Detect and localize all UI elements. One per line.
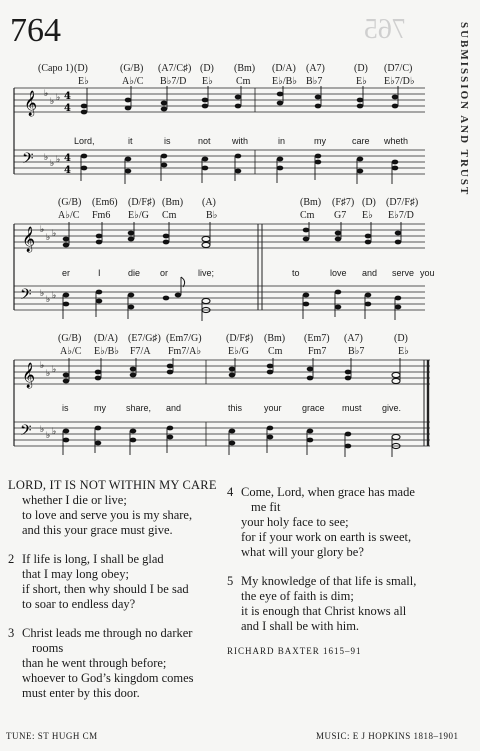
key-chord: E♭/G — [128, 210, 149, 221]
verse-line: If life is long, I shall be glad — [22, 552, 164, 566]
key-chord: Cm — [162, 210, 177, 221]
guitar-chord: (D7/F♯) — [386, 197, 419, 208]
lyric-syllable: to — [292, 268, 300, 278]
verse-line: your holy face to see; — [241, 515, 349, 529]
key-signature-icon — [40, 225, 56, 305]
lyric-syllable: I — [98, 268, 101, 278]
guitar-chord: (D) — [362, 197, 376, 208]
verse-line: must enter by this door. — [22, 686, 140, 700]
guitar-chord: (F♯7) — [332, 197, 355, 208]
verse-line: the eye of faith is dim; — [241, 589, 354, 603]
key-chord: B♭ — [206, 210, 218, 221]
verse-line: for if your work on earth is sweet, — [241, 530, 412, 544]
key-chord: E♭/B♭ — [94, 346, 119, 357]
guitar-chord: (Bm) — [234, 63, 256, 74]
section-label: SUBMISSION AND TRUST — [458, 22, 470, 197]
lyric-syllable: or — [160, 268, 169, 278]
lyric-syllable: share, — [126, 403, 152, 413]
guitar-chord: (Em7/G) — [166, 333, 202, 344]
lyric-syllable: is — [164, 136, 171, 146]
key-chords-row-2 — [58, 210, 418, 222]
guitar-chord: (A7) — [344, 333, 363, 344]
key-chord: E♭ — [78, 76, 89, 87]
key-chord: Cm — [236, 76, 251, 87]
lyric-syllable: it — [128, 136, 133, 146]
verse-line: than he went through before; — [22, 656, 167, 670]
key-chord: E♭ — [398, 346, 409, 357]
bass-clef-icon: 𝄢 — [20, 286, 32, 307]
verse-number: 4 — [227, 485, 234, 499]
svg-text:♭: ♭ — [44, 153, 49, 163]
svg-text:♭: ♭ — [50, 159, 55, 169]
svg-text:♭: ♭ — [46, 431, 51, 441]
guitar-chords-row-3 — [58, 333, 418, 345]
verses-right-column — [227, 485, 455, 659]
treble-clef-icon: 𝄞 — [22, 363, 36, 388]
author-credit: RICHARD BAXTER 1615–91 — [227, 646, 362, 656]
guitar-chord: (Em7) — [304, 333, 330, 344]
lyric-syllable: wheth — [384, 136, 409, 146]
lyrics-row-1 — [74, 136, 424, 148]
key-signature-icon — [40, 361, 56, 441]
lyric-syllable: and — [362, 268, 378, 278]
verse-line: whoever to God’s kingdom comes — [22, 671, 194, 685]
key-chord: Fm7/A♭ — [168, 346, 202, 357]
guitar-chord: (A7/C♯) — [158, 63, 192, 74]
key-chord: A♭/C — [58, 210, 80, 221]
bass-clef-icon: 𝄢 — [20, 422, 32, 443]
key-chord: E♭/G — [228, 346, 249, 357]
guitar-chord: (G/B) — [58, 197, 82, 208]
key-chord: B♭7 — [348, 346, 365, 357]
svg-text:♭: ♭ — [40, 425, 45, 435]
lyric-syllable: with — [232, 136, 249, 146]
time-signature-icon — [64, 91, 71, 176]
guitar-chord: (D) — [74, 63, 88, 74]
guitar-chord: (D) — [394, 333, 408, 344]
lyric-syllable: in — [278, 136, 286, 146]
svg-text:♭: ♭ — [56, 93, 61, 103]
hymn-number: 764 — [10, 12, 61, 49]
verse-line: Come, Lord, when grace has made — [241, 485, 415, 499]
key-chord: E♭7/D♭ — [384, 76, 415, 87]
lyric-syllable: my — [314, 136, 326, 146]
guitar-chords-row-1 — [74, 63, 420, 75]
guitar-chord: (G/B) — [58, 333, 82, 344]
verse-line: whether I die or live; — [22, 493, 127, 507]
guitar-chord: (D) — [200, 63, 214, 74]
lyric-syllable: my — [94, 403, 106, 413]
svg-text:♭: ♭ — [50, 97, 55, 107]
guitar-chord: (E7/G♯) — [128, 333, 161, 344]
guitar-chord: (Bm) — [300, 197, 322, 208]
verse-line: if short, then why should I be sad — [22, 582, 189, 596]
guitar-chord: (D) — [354, 63, 368, 74]
svg-text:♭: ♭ — [46, 233, 51, 243]
tune-credit: TUNE: ST HUGH CM — [6, 731, 98, 741]
key-chord: Cm — [300, 210, 315, 221]
svg-text:♭: ♭ — [40, 289, 45, 299]
lyric-syllable: must — [342, 403, 362, 413]
capo-label: (Capo 1) — [38, 63, 74, 74]
treble-clef-icon: 𝄞 — [22, 227, 36, 252]
verse-line: that I may long obey; — [22, 567, 129, 581]
verse-line: My knowledge of that life is small, — [241, 574, 417, 588]
lyric-syllable: serve — [392, 268, 415, 278]
guitar-chords-row-2 — [58, 197, 418, 209]
lyric-syllable: grace — [302, 403, 325, 413]
guitar-chord: (Bm) — [162, 197, 184, 208]
lyric-syllable: this — [228, 403, 243, 413]
key-chord: E♭/B♭ — [272, 76, 297, 87]
lyric-syllable: er — [62, 268, 71, 278]
guitar-chord: (D/A) — [272, 63, 296, 74]
svg-text:♭: ♭ — [56, 155, 61, 165]
guitar-chord: (Bm) — [264, 333, 286, 344]
lyric-syllable: care — [352, 136, 370, 146]
guitar-chord: (A) — [202, 197, 216, 208]
verse-line: what will your glory be? — [241, 545, 364, 559]
svg-text:♭: ♭ — [52, 229, 57, 239]
lyrics-row-2 — [62, 268, 435, 280]
key-chord: A♭/C — [60, 346, 82, 357]
lyric-syllable: not — [198, 136, 211, 146]
guitar-chord: (D/F♯) — [226, 333, 254, 344]
key-chord: A♭/C — [122, 76, 144, 87]
key-chord: E♭7/D — [388, 210, 414, 221]
music-credit: MUSIC: E J HOPKINS 1818–1901 — [316, 731, 459, 741]
svg-text:4: 4 — [64, 91, 71, 102]
lyrics-row-3 — [62, 403, 422, 415]
guitar-chord: (D7/C) — [384, 63, 413, 74]
verse-line: to soar to endless day? — [22, 597, 136, 611]
lyric-syllable: love — [330, 268, 347, 278]
svg-text:4: 4 — [64, 153, 71, 164]
key-chord: B♭7/D — [160, 76, 187, 87]
svg-text:♭: ♭ — [40, 225, 45, 235]
lyric-syllable: Lord, — [74, 136, 95, 146]
verse-line: rooms — [32, 641, 64, 655]
lyric-syllable: give. — [382, 403, 402, 413]
verse-line: and I shall be with him. — [241, 619, 360, 633]
svg-text:4: 4 — [64, 165, 71, 176]
verses-left-column — [8, 478, 226, 701]
key-chords-row-3 — [58, 346, 418, 358]
lyric-syllable: live; — [198, 268, 215, 278]
notes-icon — [81, 92, 399, 174]
bass-clef-icon: 𝄢 — [22, 150, 34, 171]
guitar-chord: (D/A) — [94, 333, 118, 344]
svg-text:♭: ♭ — [40, 361, 45, 371]
svg-text:♭: ♭ — [52, 427, 57, 437]
lyric-syllable: die — [128, 268, 141, 278]
svg-text:♭: ♭ — [46, 295, 51, 305]
verse-line: Christ leads me through no darker — [22, 626, 193, 640]
guitar-chord: (A7) — [306, 63, 325, 74]
svg-text:♭: ♭ — [52, 365, 57, 375]
guitar-chord: (G/B) — [120, 63, 144, 74]
verse-line: it is enough that Christ knows all — [241, 604, 407, 618]
key-chord: Fm7 — [308, 346, 327, 357]
verse-line: me fit — [251, 500, 281, 514]
key-chord: Fm6 — [92, 210, 111, 221]
verse-number: 3 — [8, 626, 15, 640]
svg-text:♭: ♭ — [46, 369, 51, 379]
treble-clef-icon: 𝄞 — [24, 91, 38, 116]
key-chord: E♭ — [362, 210, 373, 221]
verse-line: and this your grace must give. — [22, 523, 173, 537]
lyric-syllable: is — [62, 403, 69, 413]
guitar-chord: (Em6) — [92, 197, 118, 208]
key-signature-icon — [44, 89, 60, 169]
verse-number: 5 — [227, 574, 234, 588]
guitar-chord: (D/F♯) — [128, 197, 156, 208]
lyric-syllable: you — [420, 268, 435, 278]
svg-text:♭: ♭ — [52, 291, 57, 301]
key-chord: Cm — [268, 346, 283, 357]
key-chord: E♭ — [202, 76, 213, 87]
verse-line: to love and serve you is my share, — [22, 508, 193, 522]
verse-number: 2 — [8, 552, 15, 566]
key-chord: G7 — [334, 210, 347, 221]
key-chord: B♭7 — [306, 76, 323, 87]
key-chord: E♭ — [356, 76, 367, 87]
svg-text:♭: ♭ — [44, 89, 49, 99]
svg-text:4: 4 — [64, 103, 71, 114]
key-chord: F7/A — [130, 346, 151, 357]
lyric-syllable: and — [166, 403, 182, 413]
lyric-syllable: your — [264, 403, 282, 413]
bleed-through-number: 765 — [364, 14, 406, 45]
hymn-title: LORD, IT IS NOT WITHIN MY CARE — [8, 478, 217, 492]
